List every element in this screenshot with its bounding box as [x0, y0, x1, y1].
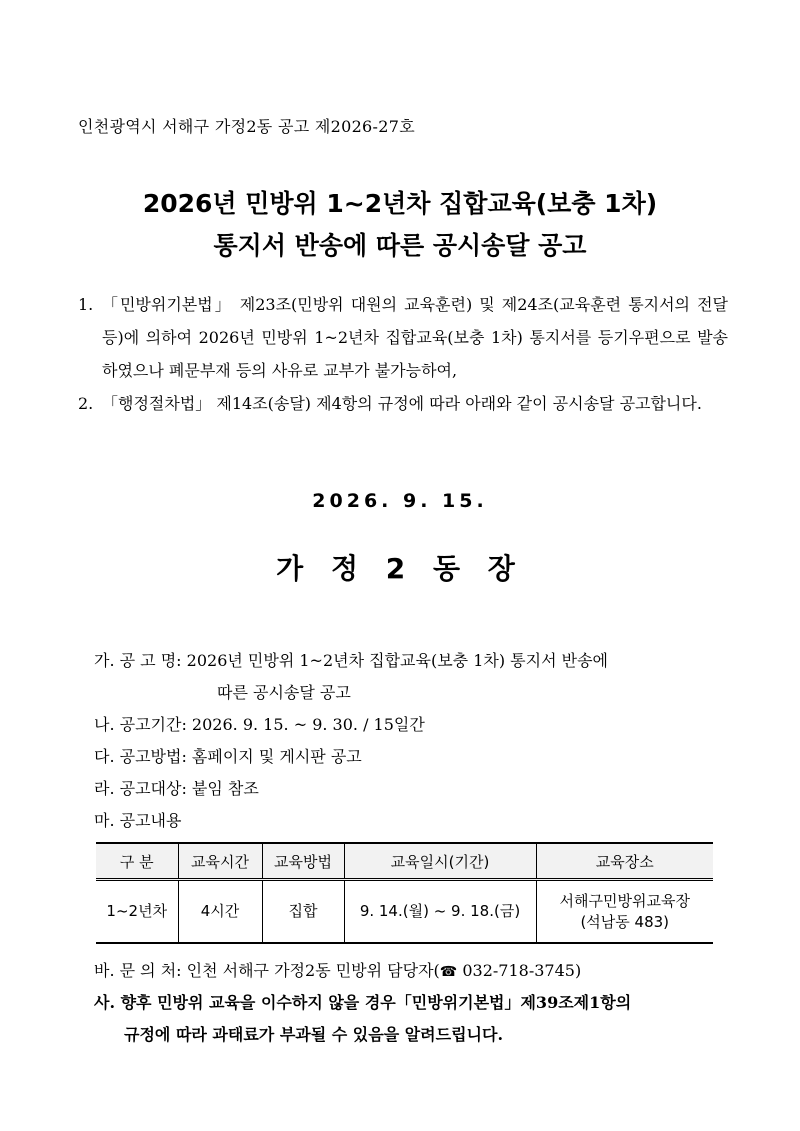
paragraph-number: 2. [78, 394, 94, 413]
table-row [96, 880, 713, 944]
phone-icon: ☎ [439, 964, 458, 980]
item-method: 다. 공고방법: 홈페이지 및 게시판 공고 [94, 747, 362, 766]
paragraph-1 [78, 288, 728, 387]
item-contact [94, 958, 581, 981]
item-value: 2026년 민방위 1~2년차 집합교육(보충 1차) 통지서 반송에 [186, 651, 608, 670]
item-penalty-notice: 사. 향후 민방위 교육을 이수하지 않을 경우「민방위기본법」제39조제1항의 [94, 993, 632, 1012]
table-header: 구 분 [96, 843, 178, 880]
notice-date: 2026. 9. 15. [312, 490, 488, 512]
item-content: 마. 공고내용 [94, 811, 182, 830]
item-title-continued: 따른 공시송달 공고 [217, 683, 351, 702]
issuer-signature: 가 정 2 동 장 [276, 552, 524, 585]
document-title-line2: 통지서 반송에 따른 공시송달 공고 [213, 231, 587, 260]
item-penalty-notice-continued: 규정에 따라 과태료가 부과될 수 있음을 알려드립니다. [124, 1025, 504, 1044]
table-cell-period: 9. 14.(월) ~ 9. 18.(금) [344, 880, 536, 944]
table-cell-hours: 4시간 [178, 880, 262, 944]
table-cell-place [536, 880, 713, 944]
item-target: 라. 공고대상: 붙임 참조 [94, 779, 259, 798]
table-header: 교육방법 [262, 843, 344, 880]
paragraph-2 [78, 387, 728, 420]
contact-text: 바. 문 의 처: 인천 서해구 가정2동 민방위 담당자( [94, 961, 440, 980]
paragraph-number: 1. [78, 295, 94, 314]
table-header: 교육일시(기간) [344, 843, 536, 880]
paragraph-text: 「민방위기본법」 제23조(민방위 대원의 교육훈련) 및 제24조(교육훈련 통지서의 전달 등)에 의하여 2026년 민방위 1~2년차 집합교육(보충 1차) 통지서를 등기우편으로 발송하였으나 폐문부재 등의 사유로 교부가 불가능하여, [102, 295, 728, 380]
place-address: (석남동 483) [580, 912, 670, 931]
document-title-line1: 2026년 민방위 1~2년차 집합교육(보충 1차) [142, 189, 658, 218]
table-cell-method: 집합 [262, 880, 344, 944]
table-cell-category: 1~2년차 [96, 880, 178, 944]
paragraph-text: 「행정절차법」 제14조(송달) 제4항의 규정에 따라 아래와 같이 공시송달 공고합니다. [102, 394, 702, 413]
education-table [96, 842, 713, 944]
table-header: 교육장소 [536, 843, 713, 880]
contact-phone: 032-718-3745) [457, 961, 582, 980]
place-name: 서해구민방위교육장 [559, 891, 690, 910]
notice-number: 인천광역시 서해구 가정2동 공고 제2026-27호 [78, 117, 415, 136]
item-title [94, 648, 608, 671]
table-header-row [96, 843, 713, 880]
item-label: 가. 공 고 명: [94, 651, 182, 670]
item-period: 나. 공고기간: 2026. 9. 15. ~ 9. 30. / 15일간 [94, 715, 425, 734]
table-header: 교육시간 [178, 843, 262, 880]
